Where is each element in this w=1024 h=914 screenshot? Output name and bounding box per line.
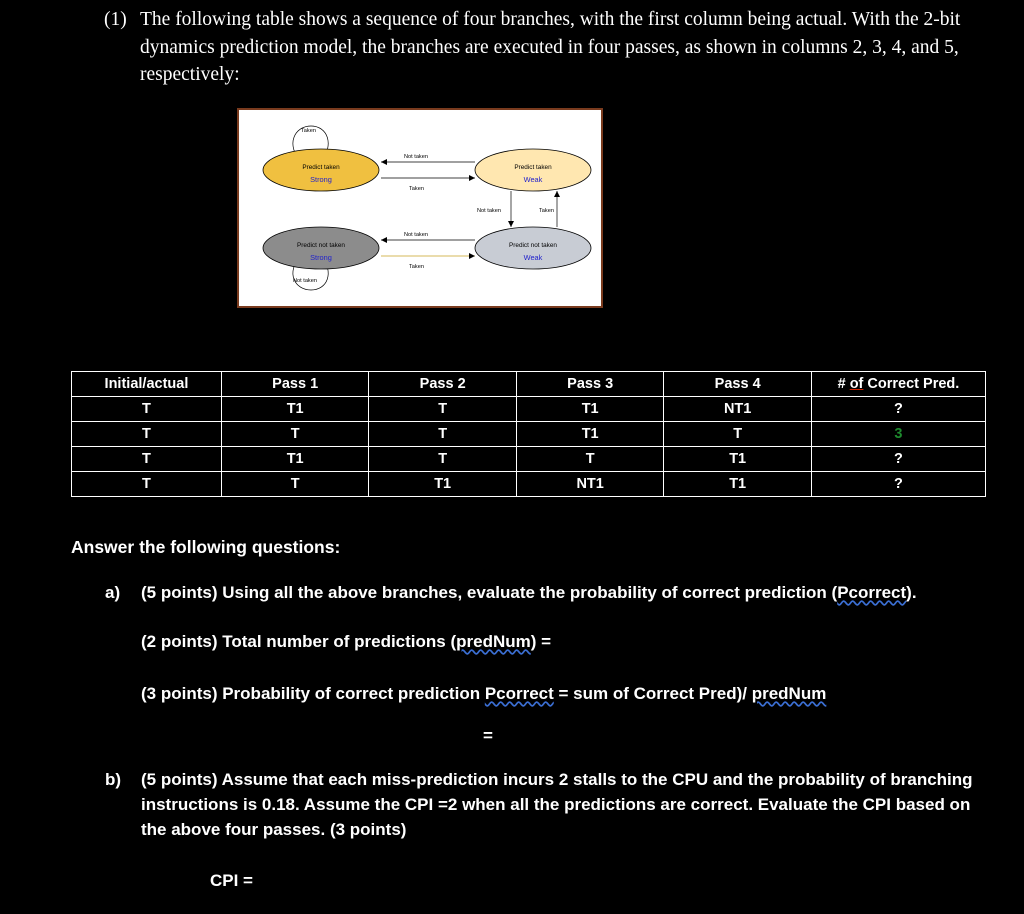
table-header-row <box>72 372 986 397</box>
correct-pred-post: Correct Pred. <box>863 376 960 392</box>
state-strength-strong-taken: Strong <box>310 175 332 184</box>
state-label-predict-not-taken: Predict not taken <box>297 242 345 249</box>
table-row <box>72 422 986 447</box>
answer-a-text: (5 points) Using all the above branches, evaluate the probability of correct prediction (Pcorrect). <box>141 583 917 602</box>
cell-r2-c5: ? <box>811 447 985 472</box>
cell-r2-c1: T1 <box>221 447 369 472</box>
edge-label-bottom-not-taken: Not taken <box>404 232 428 238</box>
answer-a-label: a) <box>105 583 121 602</box>
cell-r1-c3: T1 <box>516 422 664 447</box>
cell-r2-c4: T1 <box>664 447 812 472</box>
cell-r3-c4: T1 <box>664 472 812 497</box>
table-header-pass-3: Pass 3 <box>516 372 664 397</box>
cell-r3-c0: T <box>72 472 222 497</box>
edge-label-top-not-taken: Not taken <box>404 154 428 160</box>
table-row <box>72 447 986 472</box>
table-header-correct-pred <box>811 372 985 397</box>
table-header-pass-2: Pass 2 <box>369 372 517 397</box>
answer-a-equals: = <box>483 726 493 745</box>
cell-r0-c5: ? <box>811 397 985 422</box>
cell-r1-c4: T <box>664 422 812 447</box>
cell-r0-c1: T1 <box>221 397 369 422</box>
cell-r0-c0: T <box>72 397 222 422</box>
table-header-pass-1: Pass 1 <box>221 372 369 397</box>
table-header-initial-actual: Initial/actual <box>72 372 222 397</box>
branch-passes-table <box>71 371 986 497</box>
edge-label-mid-not-taken: Not taken <box>477 208 501 214</box>
cell-r3-c3: NT1 <box>516 472 664 497</box>
table-header-pass-4: Pass 4 <box>664 372 812 397</box>
cell-r3-c2: T1 <box>369 472 517 497</box>
cell-r2-c0: T <box>72 447 222 472</box>
state-label-predict-not-taken-weak: Predict not taken <box>509 242 557 249</box>
cell-r2-c3: T <box>516 447 664 472</box>
table-row <box>72 397 986 422</box>
cell-r2-c2: T <box>369 447 517 472</box>
cell-r3-c5: ? <box>811 472 985 497</box>
cell-r0-c3: T1 <box>516 397 664 422</box>
cell-r3-c1: T <box>221 472 369 497</box>
edge-label-mid-taken: Taken <box>539 208 554 214</box>
cell-r1-c1: T <box>221 422 369 447</box>
answer-b-text: (5 points) Assume that each miss-prediction incurs 2 stalls to the CPU and the probability of branching instructions is 0.18. Assume the CPI =2 when all the predictions are correct. Evaluate the CPI based on the above four passes. (3 points) <box>141 770 973 839</box>
answer-b-cpi: CPI = <box>210 871 253 890</box>
state-diagram-svg <box>239 110 601 306</box>
correct-pred-of: of <box>849 376 864 392</box>
answer-heading: Answer the following questions: <box>71 537 341 557</box>
cell-r0-c4: NT1 <box>664 397 812 422</box>
state-label-predict-taken: Predict taken <box>302 164 340 171</box>
cell-r1-c2: T <box>369 422 517 447</box>
state-strength-strong-not-taken: Strong <box>310 253 332 262</box>
state-strength-weak-not-taken: Weak <box>523 253 543 262</box>
branch-prediction-state-diagram <box>237 108 603 308</box>
question-1 <box>104 6 964 89</box>
question-text: The following table shows a sequence of four branches, with the first column being actual. With the 2-bit dynamics prediction model, the branches are executed in four passes, as shown in columns 2, 3, 4, and 5, respectively: <box>140 9 961 86</box>
cell-r1-c0: T <box>72 422 222 447</box>
answer-a-sub2: (3 points) Probability of correct prediction Pcorrect = sum of Correct Pred)/ predNum <box>141 684 827 703</box>
edge-label-top-taken: Taken <box>409 186 424 192</box>
edge-label-bottom-taken: Taken <box>409 264 424 270</box>
question-number: (1) <box>104 9 127 30</box>
edge-label-self-bottom: Not taken <box>293 278 317 284</box>
cell-r1-c5: 3 <box>811 422 985 447</box>
answer-a-sub1: (2 points) Total number of predictions (predNum) = <box>141 632 552 651</box>
answer-b-label: b) <box>105 770 122 789</box>
answer-item-a <box>105 581 975 606</box>
edge-label-self-top: Taken <box>301 128 316 134</box>
cell-r0-c2: T <box>369 397 517 422</box>
answer-item-b <box>105 768 975 843</box>
state-strength-weak-taken: Weak <box>523 175 543 184</box>
state-label-predict-taken-weak: Predict taken <box>514 164 552 171</box>
table-row <box>72 472 986 497</box>
correct-pred-pre: # <box>837 376 850 392</box>
